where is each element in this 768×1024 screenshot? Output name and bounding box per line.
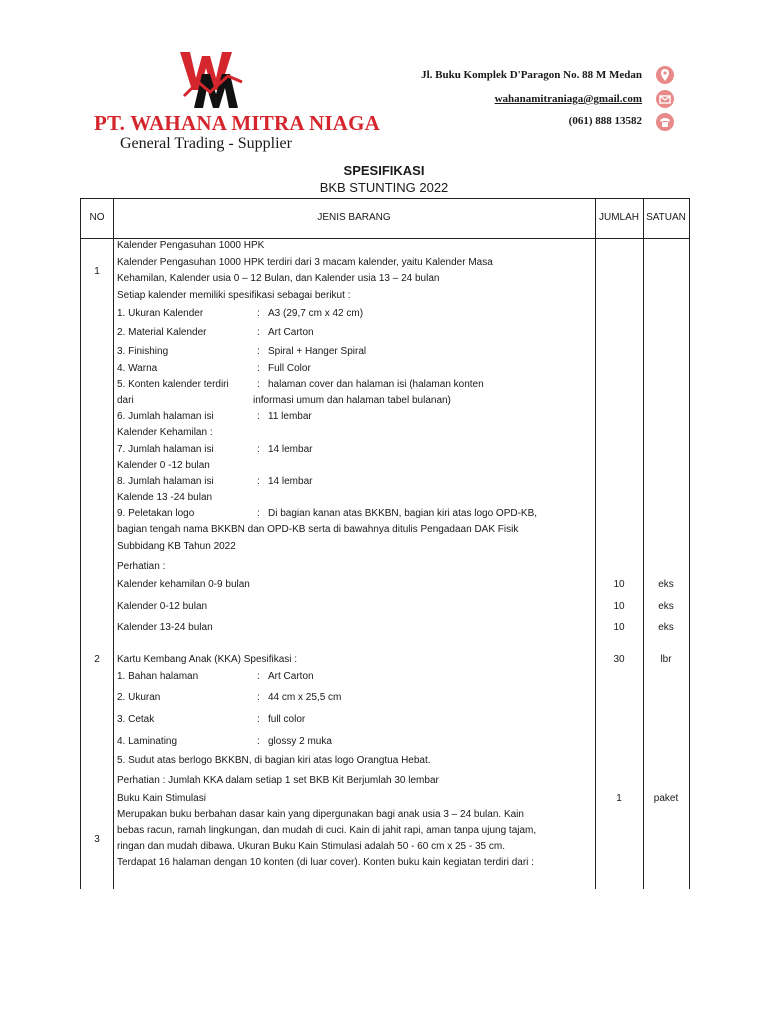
document-subtitle: BKB STUNTING 2022: [319, 180, 449, 195]
item-description: bebas racun, ramah lingkungan, dan mudah di cuci. Kain di jahit rapi, aman tanpa ujung tajam,: [117, 825, 537, 836]
spec-value: full color: [268, 714, 306, 725]
spec-colon: :: [257, 671, 260, 682]
spec-value: Art Carton: [268, 327, 314, 338]
row-unit: eks: [658, 622, 674, 633]
spec-colon: :: [257, 476, 260, 487]
item-description: Kehamilan, Kalender usia 0 – 12 Bulan, dan Kalender usia 13 – 24 bulan: [117, 273, 440, 284]
spec-table: [80, 198, 690, 889]
spec-key: 5. Konten kalender terdiri: [117, 379, 229, 390]
spec-value: Full Color: [268, 363, 311, 374]
table-row-label: Kalender 0-12 bulan: [117, 601, 208, 612]
item-number: 1: [94, 266, 100, 277]
spec-key: dari: [117, 395, 134, 406]
item-description: Merupakan buku berbahan dasar kain yang dipergunakan bagi anak usia 3 – 24 bulan. Kain: [117, 809, 524, 820]
column-divider: [595, 199, 596, 889]
sub-heading: Kalende 13 -24 bulan: [117, 492, 213, 503]
spec-value: 14 lembar: [268, 444, 313, 455]
company-tagline: General Trading - Supplier: [120, 135, 292, 152]
column-divider: [643, 199, 644, 889]
spec-value: 14 lembar: [268, 476, 313, 487]
spec-key: 1. Bahan halaman: [117, 671, 199, 682]
spec-colon: :: [257, 508, 260, 519]
spec-continuation: Subbidang KB Tahun 2022: [117, 541, 236, 552]
table-row-label: Kalender kehamilan 0-9 bulan: [117, 579, 250, 590]
spec-key: 2. Ukuran: [117, 692, 161, 703]
spec-value: halaman cover dan halaman isi (halaman konten: [268, 379, 484, 390]
spec-value: Di bagian kanan atas BKKBN, bagian kiri atas logo OPD-KB,: [268, 508, 538, 519]
phone-icon: [656, 113, 674, 131]
spec-colon: :: [257, 346, 260, 357]
row-qty: 10: [613, 579, 625, 590]
spec-colon: :: [257, 379, 260, 390]
item-description: Setiap kalender memiliki spesifikasi sebagai berikut :: [117, 290, 351, 301]
company-address: Jl. Buku Komplek D'Paragon No. 88 M Medan: [421, 69, 642, 81]
header-qty: JUMLAH: [598, 212, 639, 223]
header-divider: [81, 238, 689, 239]
item-description: ringan dan mudah dibawa. Ukuran Buku Kain Stimulasi adalah 50 - 60 cm x 25 - 35 cm.: [117, 841, 505, 852]
note-text: Perhatian : Jumlah KKA dalam setiap 1 set BKB Kit Berjumlah 30 lembar: [117, 775, 439, 786]
spec-value: informasi umum dan halaman tabel bulanan): [253, 395, 451, 406]
row-qty: 1: [616, 793, 622, 804]
sub-heading: Kalender 0 -12 bulan: [117, 460, 210, 471]
spec-value: 44 cm x 25,5 cm: [268, 692, 342, 703]
spec-key: 2. Material Kalender: [117, 327, 207, 338]
spec-colon: :: [257, 736, 260, 747]
note-heading: Perhatian :: [117, 561, 166, 572]
spec-value: A3 (29,7 cm x 42 cm): [268, 308, 364, 319]
spec-colon: :: [257, 363, 260, 374]
row-unit: lbr: [660, 654, 672, 665]
spec-colon: :: [257, 411, 260, 422]
email-icon: [656, 90, 674, 108]
row-qty: 30: [613, 654, 625, 665]
row-unit: eks: [658, 601, 674, 612]
spec-key: 9. Peletakan logo: [117, 508, 195, 519]
row-qty: 10: [613, 601, 625, 612]
item-description: Terdapat 16 halaman dengan 10 konten (di luar cover). Konten buku kain kegiatan terdiri dari :: [117, 857, 534, 868]
spec-key: 3. Finishing: [117, 346, 169, 357]
spec-colon: :: [257, 327, 260, 338]
spec-row: 5. Sudut atas berlogo BKKBN, di bagian kiri atas logo Orangtua Hebat.: [117, 755, 431, 766]
company-name: PT. WAHANA MITRA NIAGA: [94, 111, 380, 135]
spec-key: 1. Ukuran Kalender: [117, 308, 204, 319]
header-item: JENIS BARANG: [317, 212, 391, 223]
spec-key: 6. Jumlah halaman isi: [117, 411, 214, 422]
row-unit: eks: [658, 579, 674, 590]
header-no: NO: [89, 212, 105, 223]
spec-key: 4. Warna: [117, 363, 158, 374]
spec-colon: :: [257, 308, 260, 319]
item-number: 3: [94, 834, 100, 845]
spec-key: 7. Jumlah halaman isi: [117, 444, 214, 455]
spec-value: Art Carton: [268, 671, 314, 682]
spec-key: 3. Cetak: [117, 714, 155, 725]
column-divider: [113, 199, 114, 889]
item-description: Kalender Pengasuhan 1000 HPK terdiri dari 3 macam kalender, yaitu Kalender Masa: [117, 257, 493, 268]
row-unit: paket: [653, 793, 679, 804]
spec-continuation: bagian tengah nama BKKBN dan OPD-KB serta di bawahnya ditulis Pengadaan DAK Fisik: [117, 524, 519, 535]
item-title: Kalender Pengasuhan 1000 HPK: [117, 240, 265, 251]
spec-value: Spiral + Hanger Spiral: [268, 346, 367, 357]
spec-key: 8. Jumlah halaman isi: [117, 476, 214, 487]
table-row-label: Kalender 13-24 bulan: [117, 622, 213, 633]
spec-colon: :: [257, 692, 260, 703]
spec-value: 11 lembar: [268, 411, 312, 422]
document-title: SPESIFIKASI: [343, 163, 425, 178]
company-email[interactable]: wahanamitraniaga@gmail.com: [494, 93, 642, 105]
sub-heading: Kalender Kehamilan :: [117, 427, 213, 438]
location-icon: [656, 66, 674, 84]
row-qty: 10: [613, 622, 625, 633]
company-logo: [180, 52, 244, 110]
spec-value: glossy 2 muka: [268, 736, 332, 747]
spec-colon: :: [257, 444, 260, 455]
company-phone: (061) 888 13582: [568, 115, 642, 127]
item-number: 2: [94, 654, 100, 665]
spec-key: 4. Laminating: [117, 736, 178, 747]
item-title: Buku Kain Stimulasi: [117, 793, 206, 804]
header-unit: SATUAN: [646, 212, 686, 223]
item-title: Kartu Kembang Anak (KKA) Spesifikasi :: [117, 654, 298, 665]
spec-colon: :: [257, 714, 260, 725]
